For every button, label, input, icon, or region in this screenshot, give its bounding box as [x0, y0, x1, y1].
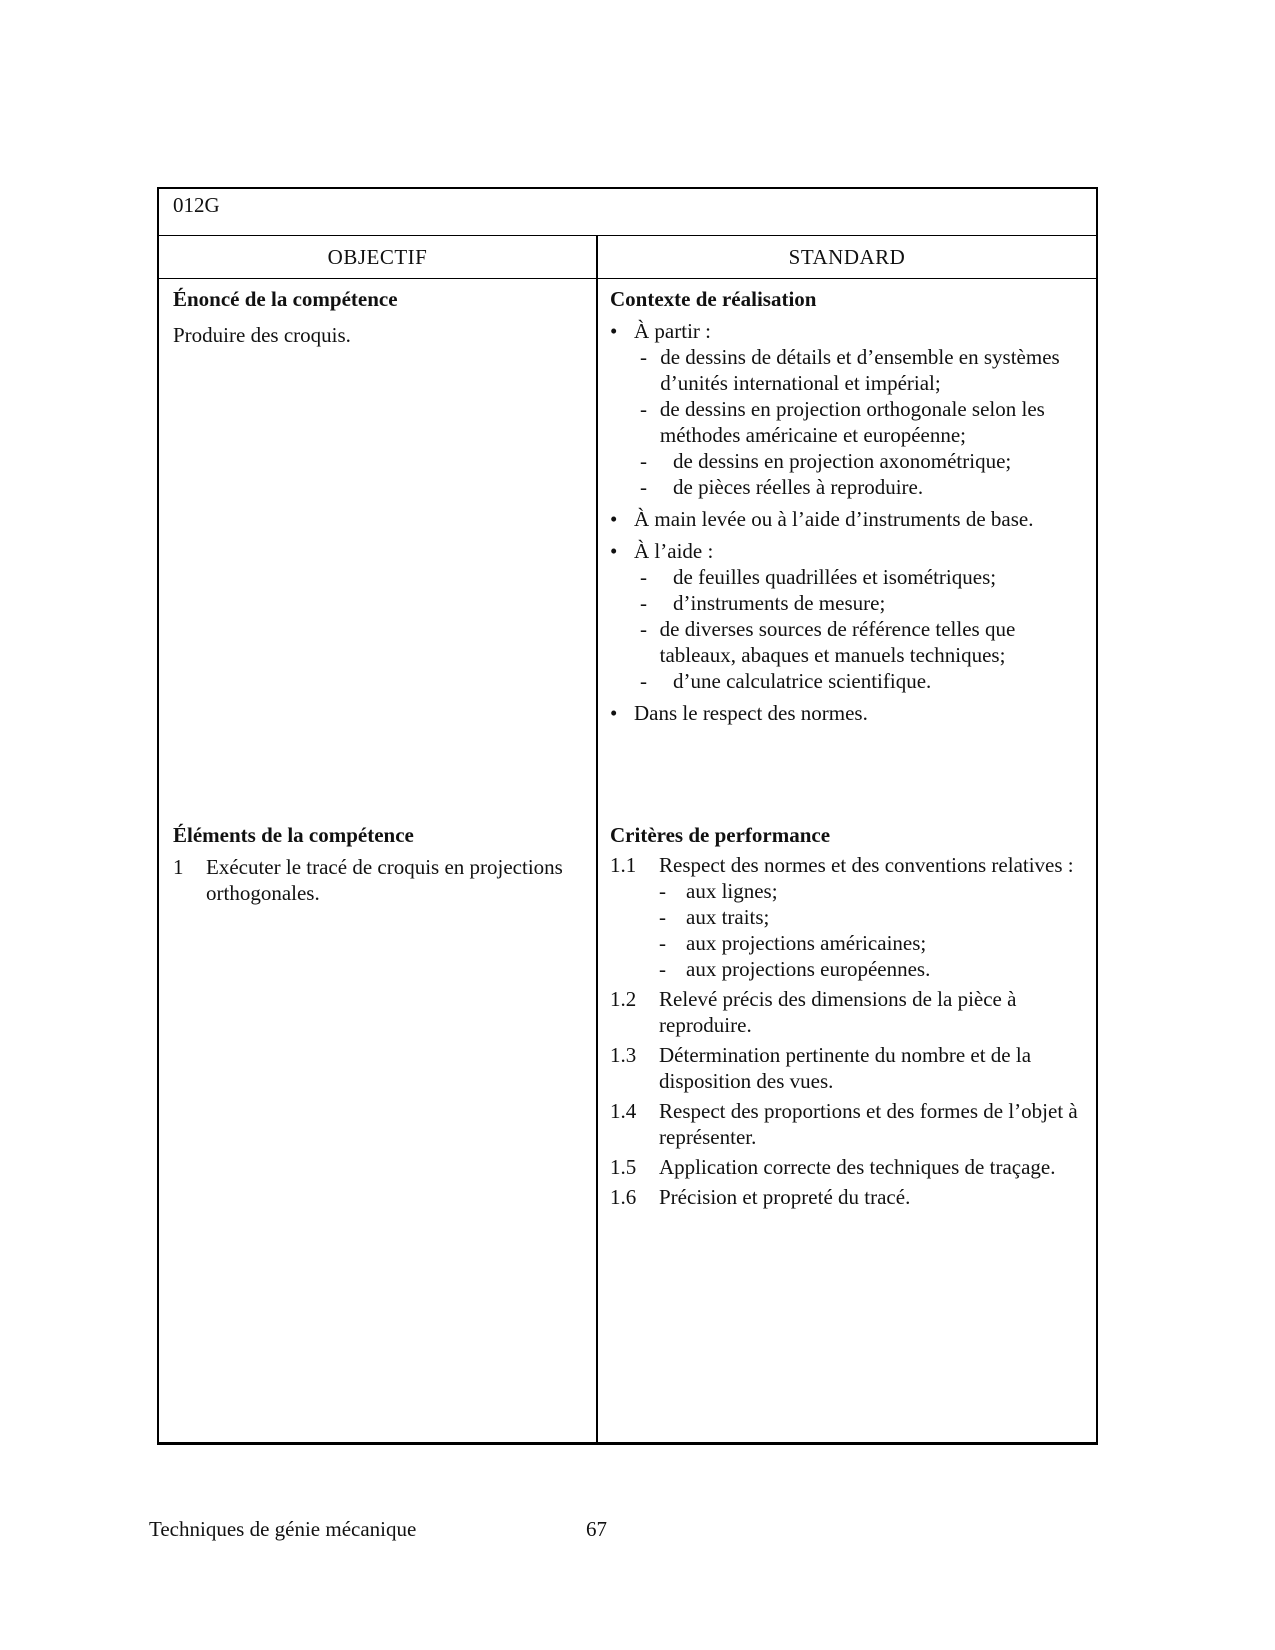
criterion-item [610, 1154, 1080, 1180]
sub-item [610, 668, 1080, 694]
criterion-number: 1.1 [610, 853, 637, 877]
criterion-body [659, 852, 1074, 982]
dash-icon: - [640, 669, 647, 693]
dash-icon: - [659, 905, 666, 929]
bullet-text: Dans le respect des normes. [634, 701, 868, 725]
bullet-item [610, 538, 1080, 564]
page-number: 67 [586, 1517, 607, 1541]
sub-item-text: aux lignes; [686, 879, 778, 903]
sub-item [610, 474, 1080, 500]
bullet-text: À partir : [634, 319, 711, 343]
bullet-icon: • [610, 507, 618, 531]
sub-item-text: de feuilles quadrillées et isométriques; [673, 565, 997, 589]
element-text: Exécuter le tracé de croquis en projections orthogonales. [206, 855, 563, 905]
criterion-text: Détermination pertinente du nombre et de la disposition des vues. [659, 1043, 1032, 1093]
sub-item [610, 590, 1080, 616]
sub-item-text: aux traits; [686, 905, 770, 929]
criterion-number: 1.6 [610, 1185, 637, 1209]
enonce-text: Produire des croquis. [173, 323, 351, 347]
bullet-text: À l’aide : [634, 539, 714, 563]
competency-table [157, 187, 1098, 1445]
sub-item-text: aux projections américaines; [686, 931, 927, 955]
competency-code: 012G [173, 193, 220, 217]
criterion-item [610, 1098, 1080, 1150]
sub-item [610, 396, 1080, 448]
criterion-number: 1.4 [610, 1099, 637, 1123]
criterion-text: Application correcte des techniques de traçage. [659, 1155, 1056, 1179]
sub-item-text: de dessins en projection axonométrique; [673, 449, 1012, 473]
bullet-icon: • [610, 319, 618, 343]
dash-icon: - [640, 397, 647, 421]
criterion-number: 1.5 [610, 1155, 637, 1179]
dash-icon: - [659, 931, 666, 955]
bullet-icon: • [610, 701, 618, 725]
divider [159, 278, 1096, 279]
sub-item [659, 904, 1074, 930]
sub-item [659, 930, 1074, 956]
criterion-item [610, 986, 1080, 1038]
contexte-section [610, 286, 1080, 726]
bullet-item [610, 318, 1080, 344]
sub-item-text: aux projections européennes. [686, 957, 931, 981]
footer-title: Techniques de génie mécanique [149, 1517, 417, 1541]
sub-item-text: de pièces réelles à reproduire. [673, 475, 924, 499]
criterion-number: 1.3 [610, 1043, 637, 1067]
criterion-text: Relevé précis des dimensions de la pièce à reproduire. [659, 987, 1017, 1037]
dash-icon: - [659, 957, 666, 981]
sub-item [610, 564, 1080, 590]
bullet-item [610, 506, 1080, 532]
criteres-title: Critères de performance [610, 823, 831, 847]
bullet-icon: • [610, 539, 618, 563]
sub-item-text: de dessins de détails et d’ensemble en systèmes d’unités international et impérial; [660, 345, 1060, 395]
enonce-section [173, 286, 583, 348]
criterion-item [610, 1184, 1080, 1210]
criterion-item [610, 852, 1080, 982]
criteres-section [610, 822, 1080, 1210]
sub-item [610, 616, 1080, 668]
dash-icon: - [640, 617, 647, 641]
sub-item [659, 878, 1074, 904]
element-item [173, 854, 583, 906]
criterion-item [610, 1042, 1080, 1094]
sub-item-text: d’instruments de mesure; [673, 591, 886, 615]
sub-item [659, 956, 1074, 982]
elements-title: Éléments de la compétence [173, 823, 414, 847]
dash-icon: - [640, 475, 647, 499]
sub-item-text: de diverses sources de référence telles que tableaux, abaques et manuels techniques; [659, 617, 1016, 667]
sub-item-text: de dessins en projection orthogonale selon les méthodes américaine et européenne; [659, 397, 1045, 447]
dash-icon: - [640, 345, 647, 369]
criterion-body [659, 1154, 1055, 1180]
bullet-item [610, 700, 1080, 726]
dash-icon: - [640, 449, 647, 473]
divider [159, 235, 1096, 236]
contexte-title: Contexte de réalisation [610, 287, 817, 311]
header-standard: STANDARD [788, 245, 906, 269]
criterion-body [659, 1184, 910, 1210]
sub-item [610, 448, 1080, 474]
criterion-text: Respect des normes et des conventions relatives : [659, 853, 1074, 877]
dash-icon: - [640, 591, 647, 615]
criterion-text: Précision et propreté du tracé. [659, 1185, 911, 1209]
bullet-text: À main levée ou à l’aide d’instruments de base. [634, 507, 1034, 531]
dash-icon: - [640, 565, 647, 589]
enonce-title: Énoncé de la compétence [173, 287, 398, 311]
criterion-body [659, 986, 1080, 1038]
criterion-text: Respect des proportions et des formes de l’objet à représenter. [659, 1099, 1078, 1149]
sub-item-text: d’une calculatrice scientifique. [673, 669, 932, 693]
header-objectif: OBJECTIF [327, 245, 428, 269]
criterion-body [659, 1042, 1080, 1094]
criterion-number: 1.2 [610, 987, 637, 1011]
column-divider [596, 235, 598, 1442]
criterion-body [659, 1098, 1080, 1150]
dash-icon: - [659, 879, 666, 903]
elements-section [173, 822, 583, 906]
element-number: 1 [173, 855, 184, 879]
sub-item [610, 344, 1080, 396]
